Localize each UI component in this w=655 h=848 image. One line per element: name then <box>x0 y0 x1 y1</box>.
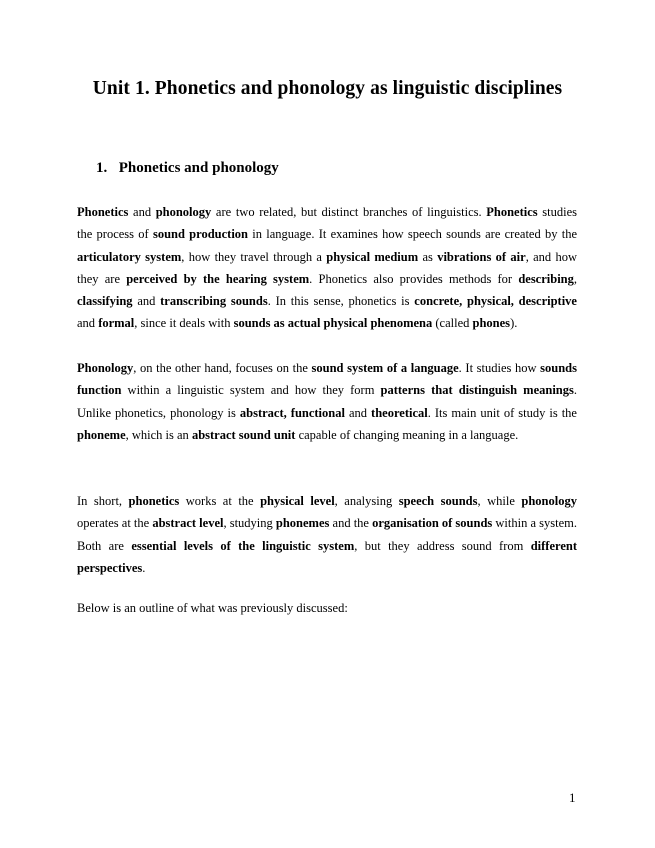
bold-term: classifying <box>77 294 133 309</box>
bold-term: concrete, physical, descriptive <box>414 294 577 309</box>
text-run: are two related, but distinct branches of linguistics. <box>211 205 487 219</box>
bold-term: abstract sound unit <box>191 427 296 442</box>
text-run: and <box>344 405 372 420</box>
bold-term: transcribing sounds <box>160 294 268 309</box>
text-run: and <box>132 294 161 309</box>
bold-term: organisation of sounds <box>372 516 493 531</box>
text-run: within a linguistic system and how they form <box>121 383 381 398</box>
bold-term: articulatory system <box>77 249 182 264</box>
bold-term: Phonetics <box>77 205 129 219</box>
text-run: . Phonetics also provides methods for <box>309 271 519 286</box>
paragraph-phonology <box>77 357 577 446</box>
text-run: operates at the <box>77 516 153 531</box>
text-run: , since it deals with <box>134 316 234 331</box>
section-title: Phonetics and phonology <box>118 160 279 176</box>
unit-title: Unit 1. Phonetics and phonology as linguistic disciplines <box>92 78 563 99</box>
bold-term: formal <box>98 316 135 331</box>
text-run: and <box>77 316 99 331</box>
text-run: works at the <box>179 494 261 508</box>
bold-term: physical medium <box>326 249 419 264</box>
text-run: as <box>418 249 438 264</box>
text-run: ). <box>510 316 518 331</box>
bold-term: phoneme <box>77 427 126 442</box>
text-run: studies the process of <box>77 205 577 242</box>
bold-term: speech sounds <box>398 494 478 508</box>
paragraph-summary <box>77 490 577 579</box>
bold-term: vibrations of air <box>437 249 526 264</box>
text-run: , on the other hand, focuses on the <box>133 361 312 375</box>
section-number: 1. <box>96 160 108 176</box>
bold-term: sound system of a language <box>311 361 459 375</box>
text-run: . Unlike phonetics, phonology is <box>77 383 578 420</box>
bold-term: phonology <box>521 494 577 508</box>
bold-term: physical level <box>260 494 335 508</box>
text-run: , <box>573 271 577 286</box>
bold-term: phonetics <box>128 494 180 508</box>
text-run: . It studies how <box>458 361 541 375</box>
text-run: , how they travel through a <box>181 249 327 264</box>
text-run: In short, <box>77 494 129 508</box>
text-run: (called <box>432 316 473 331</box>
text-run: , analysing <box>334 494 399 508</box>
bold-term: perceived by the hearing system <box>126 271 310 286</box>
text-run: capable of changing meaning in a language. <box>295 427 519 442</box>
bold-term: theoretical <box>371 405 428 420</box>
bold-term: essential levels of the linguistic system <box>131 538 355 553</box>
text-run: , while <box>477 494 522 508</box>
bold-term: sounds function <box>77 361 577 398</box>
bold-term: sounds as actual physical phenomena <box>233 316 433 331</box>
text-run: , which is an <box>125 427 192 442</box>
text-run: , but they address sound from <box>354 538 531 553</box>
bold-term: phonology <box>155 205 212 219</box>
bold-term: abstract, functional <box>239 405 345 420</box>
bold-term: describing <box>518 271 574 286</box>
text-run: , studying <box>223 516 276 531</box>
bold-term: phones <box>472 316 511 331</box>
bold-term: patterns that distinguish meanings <box>380 383 574 398</box>
text-run: , and how they are <box>77 249 578 286</box>
bold-term: phonemes <box>275 516 330 531</box>
text-run: and the <box>329 516 373 531</box>
paragraph-phonetics <box>77 201 577 335</box>
bold-term: sound production <box>152 227 248 242</box>
text-run: . Its main unit of study is the <box>427 405 577 420</box>
text-run: and <box>128 205 156 219</box>
section-heading <box>96 160 279 177</box>
bold-term: Phonetics <box>486 205 538 219</box>
bold-term: different perspectives <box>77 538 577 575</box>
outline-intro: Below is an outline of what was previously discussed: <box>77 601 348 615</box>
text-run: in language. It examines how speech sounds are created by the <box>248 227 577 242</box>
text-run: . <box>142 560 146 575</box>
bold-term: Phonology <box>77 361 134 375</box>
bold-term: abstract level <box>152 516 224 531</box>
text-run: . In this sense, phonetics is <box>267 294 415 309</box>
page-number: 1 <box>569 790 576 805</box>
text-run: within a system. Both are <box>77 516 577 553</box>
